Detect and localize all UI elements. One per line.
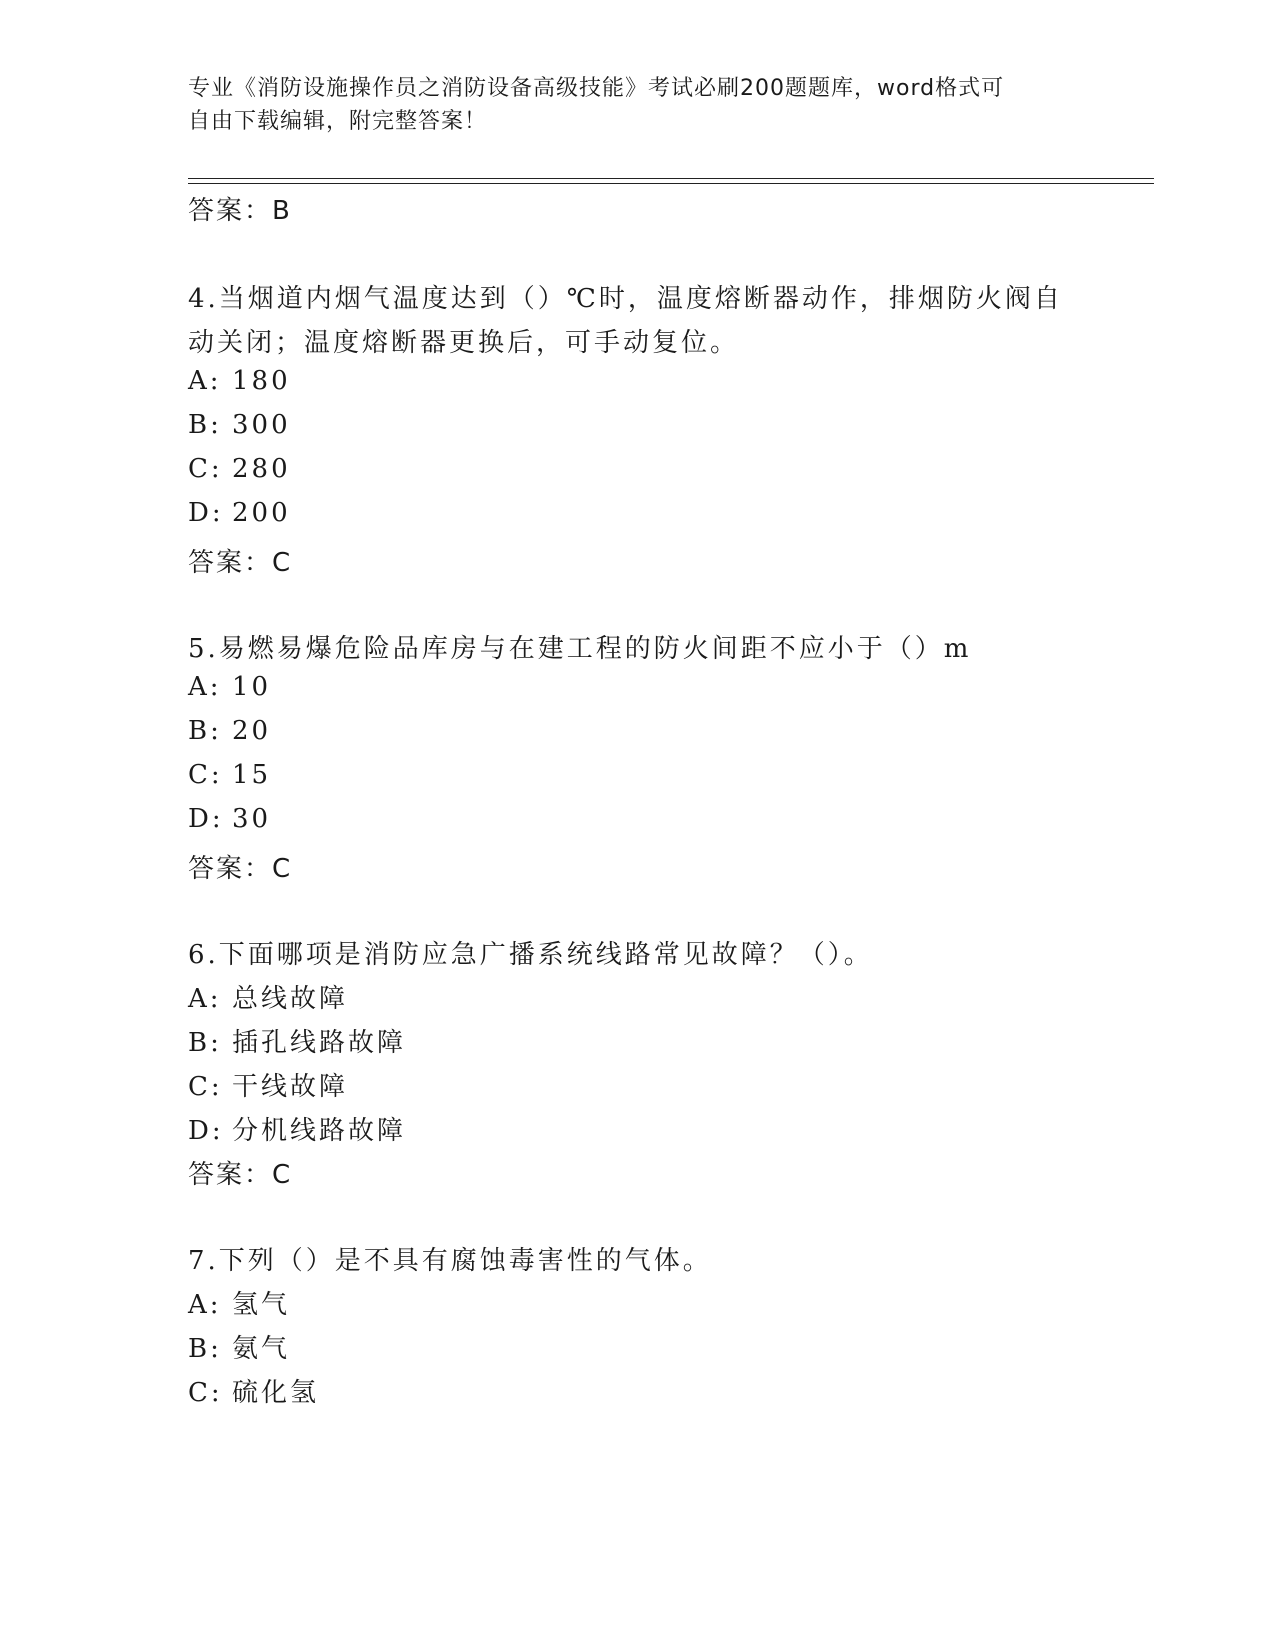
prev-answer: 答案：B (188, 196, 292, 226)
question-6-option-c (188, 1066, 1088, 1103)
question-7-option-c (188, 1372, 1088, 1409)
question-5-stem-line-1: 5.易燃易爆危险品库房与在建工程的防火间距不应小于（）m (188, 634, 972, 664)
option-letter: A: (188, 984, 222, 1014)
option-letter: C: (188, 1378, 223, 1408)
option-letter: B: (188, 716, 222, 746)
question-4-option-a (188, 366, 1088, 396)
question-6-option-b (188, 1022, 1088, 1059)
question-4-option-c (188, 454, 1088, 484)
question-5-option-c (188, 760, 1088, 790)
option-letter: D: (188, 804, 224, 834)
option-letter: C: (188, 760, 223, 790)
question-4-stem-line-2: 动关闭；温度熔断器更换后，可手动复位。 (188, 328, 740, 358)
option-letter: B: (188, 1028, 222, 1058)
question-5-answer: 答案：C (188, 854, 293, 884)
question-6-stem-line-1: 6.下面哪项是消防应急广播系统线路常见故障？（）。 (188, 940, 873, 970)
question-7-option-b (188, 1328, 1088, 1365)
option-text: 15 (232, 760, 272, 790)
option-letter: A: (188, 1290, 222, 1320)
header-rule-bottom (188, 183, 1154, 184)
question-6-option-a (188, 978, 1088, 1015)
option-letter: B: (188, 1334, 222, 1364)
option-letter: C: (188, 1072, 223, 1102)
question-4-stem-line-1: 4.当烟道内烟气温度达到（）℃时，温度熔断器动作，排烟防火阀自 (188, 284, 1063, 314)
option-letter: A: (188, 672, 222, 702)
option-text: 插孔线路故障 (232, 1028, 407, 1058)
option-text: 300 (232, 410, 291, 440)
question-5-option-b (188, 716, 1088, 746)
option-text: 硫化氢 (232, 1378, 320, 1408)
question-4-option-d (188, 498, 1088, 528)
page-header (188, 72, 1088, 138)
question-6-option-d (188, 1110, 1088, 1147)
option-text: 氢气 (232, 1290, 291, 1320)
question-5-option-d (188, 804, 1088, 834)
option-text: 氨气 (232, 1334, 291, 1364)
option-text: 30 (232, 804, 272, 834)
header-line-1: 专业《消防设施操作员之消防设备高级技能》考试必刷200题题库，word格式可 (188, 76, 1005, 101)
question-5-option-a (188, 672, 1088, 702)
question-7-option-a (188, 1284, 1088, 1321)
question-6-answer: 答案：C (188, 1160, 293, 1190)
option-text: 200 (232, 498, 291, 528)
option-text: 10 (232, 672, 272, 702)
option-text: 180 (232, 366, 291, 396)
option-text: 总线故障 (232, 984, 349, 1014)
header-rule-top (188, 178, 1154, 179)
option-letter: D: (188, 498, 224, 528)
question-4-answer: 答案：C (188, 548, 293, 578)
option-text: 20 (232, 716, 272, 746)
option-text: 分机线路故障 (232, 1116, 407, 1146)
question-4-option-b (188, 410, 1088, 440)
option-letter: C: (188, 454, 223, 484)
option-text: 280 (232, 454, 291, 484)
header-line-2: 自由下载编辑，附完整答案！ (188, 109, 488, 134)
question-7-stem-line-1: 7.下列（）是不具有腐蚀毒害性的气体。 (188, 1246, 712, 1276)
option-text: 干线故障 (232, 1072, 349, 1102)
option-letter: D: (188, 1116, 224, 1146)
option-letter: A: (188, 366, 222, 396)
option-letter: B: (188, 410, 222, 440)
